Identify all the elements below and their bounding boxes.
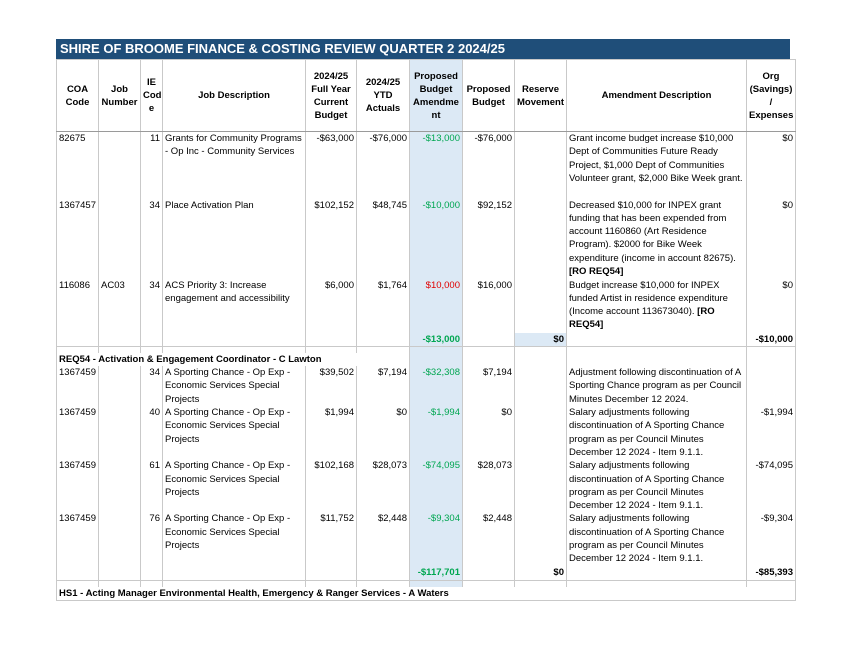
cell-reserve-movement [515, 279, 567, 333]
group1-total-amendment: -$13,000 [410, 333, 463, 347]
cell-reserve-movement [515, 512, 567, 566]
cell-budget-amendment: -$10,000 [410, 199, 463, 279]
cell-coa-code: 1367459 [57, 366, 99, 406]
table-row [57, 132, 796, 199]
cell-job-description: A Sporting Chance - Op Exp - Economic Services Special Projects [163, 512, 306, 566]
report-title: SHIRE OF BROOME FINANCE & COSTING REVIEW QUARTER 2 2024/25 [56, 39, 790, 59]
cell-coa-code: 1367457 [57, 199, 99, 279]
cell-org-expenses: -$9,304 [747, 512, 796, 566]
cell-ie-code: 40 [141, 406, 163, 459]
col-header-ytd: 2024/25 YTD Actuals [357, 60, 410, 132]
table-row [57, 406, 796, 459]
cell-amendment-description: Salary adjustments following discontinuation of A Sporting Chance program as per Council Minutes December 12 2024 - Item 9.1.1. [567, 406, 747, 459]
cell-proposed-budget: -$76,000 [463, 132, 515, 199]
cell-job-description: A Sporting Chance - Op Exp - Economic Services Special Projects [163, 459, 306, 512]
cell-reserve-movement [515, 132, 567, 199]
cell-reserve-movement [515, 459, 567, 512]
group2-total-org: -$85,393 [747, 566, 796, 580]
cell-ytd-actuals: $1,764 [357, 279, 410, 333]
col-header-org: Org (Savings) / Expenses [747, 60, 796, 132]
cell-job-number: AC03 [99, 279, 141, 333]
cell-ytd-actuals: -$76,000 [357, 132, 410, 199]
cell-coa-code: 82675 [57, 132, 99, 199]
cell-coa-code: 1367459 [57, 512, 99, 566]
header-row [57, 60, 796, 132]
cell-job-number [99, 366, 141, 406]
cell-budget-amendment: -$32,308 [410, 366, 463, 406]
cell-org-expenses: $0 [747, 132, 796, 199]
cell-coa-code: 1367459 [57, 459, 99, 512]
cell-current-budget: $1,994 [306, 406, 357, 459]
cell-current-budget: $11,752 [306, 512, 357, 566]
col-header-proposed: Proposed Budget [463, 60, 515, 132]
cell-current-budget: $39,502 [306, 366, 357, 406]
group2-total-reserve: $0 [515, 566, 567, 580]
cell-org-expenses: $0 [747, 199, 796, 279]
cell-budget-amendment: -$9,304 [410, 512, 463, 566]
cell-ie-code: 61 [141, 459, 163, 512]
cell-ie-code: 76 [141, 512, 163, 566]
table-row [57, 366, 796, 406]
cell-reserve-movement [515, 199, 567, 279]
cell-ie-code: 11 [141, 132, 163, 199]
section-heading-req54: REQ54 - Activation & Engagement Coordinator - C Lawton [57, 353, 796, 366]
cell-amendment-description: Grant income budget increase $10,000 Dept of Communities Future Ready Project, $1,000 Dept of Communities Volunteer grant, $2,000 Bike Week grant. [567, 132, 747, 199]
cell-current-budget: $102,168 [306, 459, 357, 512]
col-header-description: Job Description [163, 60, 306, 132]
col-header-budget: 2024/25 Full Year Current Budget [306, 60, 357, 132]
cell-budget-amendment: $10,000 [410, 279, 463, 333]
cell-org-expenses: $0 [747, 279, 796, 333]
cell-ytd-actuals: $2,448 [357, 512, 410, 566]
cell-org-expenses [747, 366, 796, 406]
table-row [57, 199, 796, 279]
cell-ytd-actuals: $28,073 [357, 459, 410, 512]
group2-total-row [57, 566, 796, 580]
cell-proposed-budget: $16,000 [463, 279, 515, 333]
cell-coa-code: 1367459 [57, 406, 99, 459]
table-row [57, 279, 796, 333]
cell-org-expenses: -$1,994 [747, 406, 796, 459]
cell-ytd-actuals: $7,194 [357, 366, 410, 406]
cell-proposed-budget: $2,448 [463, 512, 515, 566]
table-row [57, 512, 796, 566]
cell-budget-amendment: -$74,095 [410, 459, 463, 512]
cell-ie-code: 34 [141, 366, 163, 406]
cell-budget-amendment: -$13,000 [410, 132, 463, 199]
cell-reserve-movement [515, 366, 567, 406]
cell-job-number [99, 132, 141, 199]
cell-ie-code: 34 [141, 279, 163, 333]
cell-reserve-movement [515, 406, 567, 459]
cell-proposed-budget: $7,194 [463, 366, 515, 406]
cell-budget-amendment: -$1,994 [410, 406, 463, 459]
cell-proposed-budget: $28,073 [463, 459, 515, 512]
cell-ytd-actuals: $48,745 [357, 199, 410, 279]
col-header-amendment-description: Amendment Description [567, 60, 747, 132]
finance-table [56, 59, 796, 601]
table-row [57, 459, 796, 512]
cell-amendment-description: Salary adjustments following discontinuation of A Sporting Chance program as per Council Minutes December 12 2024 - Item 9.1.1. [567, 459, 747, 512]
requisition-reference: [RO REQ54] [569, 265, 624, 277]
cell-amendment-description: Budget increase $10,000 for INPEX funded Artist in residence expenditure (Income account 113673040). [RO REQ54] [567, 279, 747, 333]
col-header-ie: IE Cod e [141, 60, 163, 132]
requisition-reference: [RO REQ54] [569, 306, 715, 331]
section-heading-hs1: HS1 - Acting Manager Environmental Health, Emergency & Ranger Services - A Waters [57, 587, 796, 601]
cell-job-number [99, 406, 141, 459]
spreadsheet [56, 39, 794, 601]
cell-amendment-description: Decreased $10,000 for INPEX grant funding that has been expended from account 1160860 (Art Residence Program). $2000 for Bike Week expenditure (income in account 82675). [RO REQ54] [567, 199, 747, 279]
cell-current-budget: $6,000 [306, 279, 357, 333]
group1-total-org: -$10,000 [747, 333, 796, 347]
cell-amendment-description: Adjustment following discontinuation of A Sporting Chance program as per Council Minutes December 12 2024. [567, 366, 747, 406]
cell-job-description: A Sporting Chance - Op Exp - Economic Services Special Projects [163, 366, 306, 406]
col-header-job: Job Number [99, 60, 141, 132]
col-header-reserve: Reserve Movement [515, 60, 567, 132]
cell-job-description: Place Activation Plan [163, 199, 306, 279]
cell-job-number [99, 459, 141, 512]
col-header-coa: COA Code [57, 60, 99, 132]
cell-job-description: A Sporting Chance - Op Exp - Economic Services Special Projects [163, 406, 306, 459]
cell-job-number [99, 199, 141, 279]
cell-current-budget: $102,152 [306, 199, 357, 279]
cell-job-number [99, 512, 141, 566]
cell-job-description: ACS Priority 3: Increase engagement and accessibility [163, 279, 306, 333]
group1-total-reserve: $0 [515, 333, 567, 347]
cell-org-expenses: -$74,095 [747, 459, 796, 512]
cell-coa-code: 116086 [57, 279, 99, 333]
cell-proposed-budget: $92,152 [463, 199, 515, 279]
cell-job-description: Grants for Community Programs - Op Inc - Community Services [163, 132, 306, 199]
cell-current-budget: -$63,000 [306, 132, 357, 199]
cell-proposed-budget: $0 [463, 406, 515, 459]
group1-total-row [57, 333, 796, 347]
cell-ytd-actuals: $0 [357, 406, 410, 459]
cell-ie-code: 34 [141, 199, 163, 279]
col-header-amendment: Proposed Budget Amendme nt [410, 60, 463, 132]
cell-amendment-description: Salary adjustments following discontinuation of A Sporting Chance program as per Council Minutes December 12 2024 - Item 9.1.1. [567, 512, 747, 566]
group2-total-amendment: -$117,701 [410, 566, 463, 580]
